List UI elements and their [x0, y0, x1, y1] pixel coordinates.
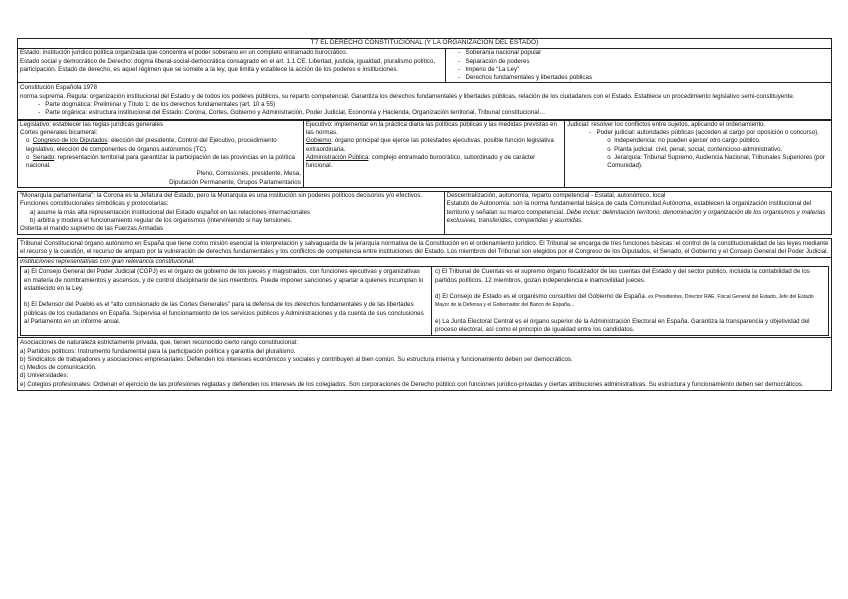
asociacion-item: a) Partidos políticos: Instrumento fundamental para la participación política y garantía del pluralismo. [20, 347, 296, 355]
principio-item: - Imperio de “La Ley” [458, 66, 829, 74]
asociacion-item: e) Colegios profesionales: Ordenan el ejercicio de las profesiones regladas y defienden los intereses de los colegiados. Son corporaciones de Derecho público con funciones jurídico-privadas y ciertas atribuciones administrativas. Su estructura y funcionamiento deben ser democráticos. [20, 380, 804, 388]
asociacion-item: d) Universidades: [20, 372, 69, 380]
asociaciones-intro: Asociaciones de naturaleza estrictamente privada, que, tienen reconocido cierto rango constitucional: [20, 339, 298, 347]
partes-list [20, 101, 829, 118]
legislativo-cell [18, 120, 304, 187]
senado-item [26, 154, 301, 171]
estatuto-line [447, 200, 829, 225]
asociaciones-section [17, 338, 832, 391]
ejecutivo-cell [303, 120, 564, 187]
ejecutivo-head: Ejecutivo: implementar en la práctica diaria las políticas públicas y las medidas previstas en las normas. [305, 120, 557, 136]
congreso-label: Congreso de los Diputados [32, 137, 108, 145]
judicial-cell [565, 120, 832, 187]
estado-social: Estado social y democrático de Derecho: dogma liberal-social-democrática consagrado en el art. 1.1 CE. Libertad, justicia, igualdad, pluralismo político, participación. Estado de derecho, es aquel régimen que se somete a la ley, que limita y establece la acción de los poderes e instituciones. [20, 57, 436, 73]
monarquia-text: “Monarquía parlamentaria”: la Corona es la Jefatura del Estado, pero la Monarquía es una institución sin poderes políticos decisorios y/o efectivos. Funciones constitucionales simbólicas y protocolarias: [20, 192, 423, 208]
senado-label: Senado [32, 153, 55, 161]
principio-item: - Separación de poderes [458, 58, 829, 66]
constitucion-heading: Constitución Española 1978 [20, 84, 98, 92]
principios-list [448, 49, 829, 82]
monarquia-funcion-b: b) arbitra y modera el funcionamiento regular de los organismos (interviniendo si hay tensiones. [30, 216, 293, 224]
page-title: T7 EL DERECHO CONSTITUCIONAL (Y LA ORGANIZACIÓN DEL ESTADO) [17, 38, 832, 48]
poder-judicial-list [567, 129, 829, 137]
admin-line [306, 154, 562, 171]
consejo-estado-miembros: ex Presidentes, Director RAE, Fiscal General del Estado, Jefe del Estado Mayor de la Defensa y el Gobernador del Banco de España… [435, 294, 814, 309]
gobierno-line [306, 137, 562, 154]
cgpj-text: a) El Consejo General del Poder Judicial (CGPJ) es el órgano de gobierno de los jueces y magistrados, con funciones ejecutivas y organizativas en materia de nombramientos y ascensos, y de control disciplinario de sus miembros. Puede imponer sanciones y apartar a quienes incumplan lo establecido en la Ley. [24, 268, 424, 293]
principio-item: - Derechos fundamentales y libertades públicas [458, 74, 829, 82]
camaras-list [20, 137, 301, 170]
tribunal-section [17, 238, 832, 259]
organos-line-2: Diputación Permanente, Grupos Parlamentarios [169, 178, 301, 186]
judicial-head: Judicial: resolver los conflictos entre sujetos, aplicando el ordenamiento. [567, 120, 766, 128]
constitucion-section [17, 83, 832, 119]
estado-cell [18, 49, 446, 83]
senado-text: : representación territorial para garantizar la participación de las provincias en la política nacional. [26, 153, 295, 170]
estado-definition: Estado: institución jurídico política organizada que concentra el poder soberano en un completo entramado burocrático. [20, 49, 348, 57]
instituciones-left [21, 267, 432, 336]
tribunal-text: Tribunal Constitucional órgano autónomo en España que tiene como misión esencial la interpretación y salvaguarda de la jerarquía normativa de la Constitución en el ordenamiento jurídico. El Tribunal se encarga de tres funciones básicas: el control de la constitucionalidad de las leyes mediante el recurso y la cuestión, el recurso de amparo por la vulneración de derechos fundamentales y los conflictos de competencia entre instituciones del Estado. Los miembros del Tribunal son elegidos por el Congreso de los Diputados, el Senado, el Gobierno y el Consejo General del Poder Judicial. [20, 239, 829, 255]
estado-table [17, 48, 832, 83]
corona-table [17, 191, 832, 234]
judicial-items-list [567, 137, 829, 170]
congreso-text: : elección del presidente, Control del Ejecutivo, procedimiento legislativo, elección de componentes de órganos autónomos (TC). [26, 137, 277, 153]
gobierno-label: Gobierno [305, 137, 332, 145]
constitucion-text: norma suprema. Regula: organización institucional del Estado y de todos los poderes públicos, su reparto competencial. Garantiza los derechos fundamentales y libertades públicas, relación de los ciudadanos con el Estado. Establece un procedimiento legislativo semi-constituyente. [20, 92, 795, 100]
poder-judicial-item: - Poder judicial: autoridades públicas (acceden al cargo por oposición o concurso). [589, 129, 829, 137]
asociacion-item: b) Sindicatos de trabajadores y asociaciones empresariales: Defienden los intereses económicos y sociales y contribuyen al bien común. Su estructura interna y funcionamiento deben ser democráticos. [20, 355, 573, 363]
document-sheet [17, 38, 832, 391]
junta-electoral-text: e) La Junta Electoral Central es el órgano superior de la Administración Electoral en España. Garantiza la transparencia y objetividad del proceso electoral, así como el principio de igualdad entre los candidatos. [435, 317, 810, 333]
judicial-item: o Independencia: no pueden ejercer otro cargo público. [607, 137, 829, 145]
poderes-table [17, 120, 832, 188]
tribunal-cuentas-text: c) El Tribunal de Cuentas es el supremo órgano fiscalizador de las cuentas del Estado y del sector público, incluida la contabilidad de los partidos políticos. 12 miembros, gozan independencia e inamovilidad jueces. [435, 268, 810, 284]
estatuto-contenido: Debe incluir: delimitación territorio, denominación y organización de los organismos y materias exclusivas, transferidas, compartidas y asumidas. [446, 208, 826, 224]
instituciones-right [432, 267, 829, 336]
congreso-item [26, 137, 301, 154]
parte-item: - Parte orgánica: estructura institucional del Estado: Corona, Cortes, Gobierno y Administración, Poder Judicial, Economía y Hacienda, Organización territorial, Tribunal constitucional… [38, 109, 829, 117]
judicial-item: o Jerarquía: Tribunal Supremo, Audiencia Nacional, Tribunales Superiores (por Comunidad). [607, 154, 829, 171]
consejo-estado-line [435, 293, 825, 310]
descentralizacion-line: Descentralización, autonomía, reparto competencial - Estatal, autonómico, local [446, 192, 666, 200]
defensor-text: b) El Defensor del Pueblo es el “alto comisionado de las Cortes Generales” para la defensa de los derechos fundamentales y de las libertades públicas de los ciudadanos en España. Supervisa el funcionamiento de los servicios públicos y Administraciones y da cuenta de sus conclusiones al Parlamento en un informe anual. [24, 301, 424, 325]
relevancia-heading: instituciones representativas con gran relevancia constitucional: [20, 258, 195, 266]
instituciones-table [20, 266, 829, 336]
monarquia-fuerzas: Ostenta el mando supremo de las Fuerzas Armadas [20, 225, 164, 233]
principio-item: - Soberanía nacional popular [458, 49, 829, 57]
admin-text: : complejo entramado burocrático, subordinado y de carácter funcional. [305, 153, 536, 170]
monarquia-cell [18, 192, 445, 234]
legislativo-head: Legislativo: establecer las reglas jurídicas generales [20, 120, 164, 128]
parte-item: - Parte dogmática: Preliminar y Título 1: de los derechos fundamentales (art. 10 a 55) [38, 101, 829, 109]
estatuto-text: Estatuto de Autonomía: son la norma fundamental básica de cada Comunidad Autónoma, establecen la organización institucional del territorio y señalan su marco competencial. [446, 200, 812, 216]
gobierno-text: : órgano principal que ejerce las potestades ejecutivas, posible función legislativa extraordinaria. [305, 137, 554, 153]
instituciones-section [17, 258, 832, 338]
consejo-estado-text: d) El Consejo de Estado es el organismo consultivo del Gobierno de España. [435, 293, 647, 301]
admin-label: Administración Pública [305, 153, 369, 161]
judicial-item: o Planta judicial: civil, penal, social, contencioso-administrativo. [607, 146, 829, 154]
monarquia-funcion-a: a) asume la más alta representación institucional del Estado español en las relaciones internacionales [30, 208, 310, 216]
principios-cell [446, 49, 832, 83]
organos-line-1: Pleno, Comisiones, presidente, Mesa, [196, 170, 301, 178]
asociacion-item: c) Medios de comunicación. [20, 364, 97, 372]
descentralizacion-cell [444, 192, 831, 234]
cortes-head: Cortes generales bicameral: [20, 128, 98, 136]
